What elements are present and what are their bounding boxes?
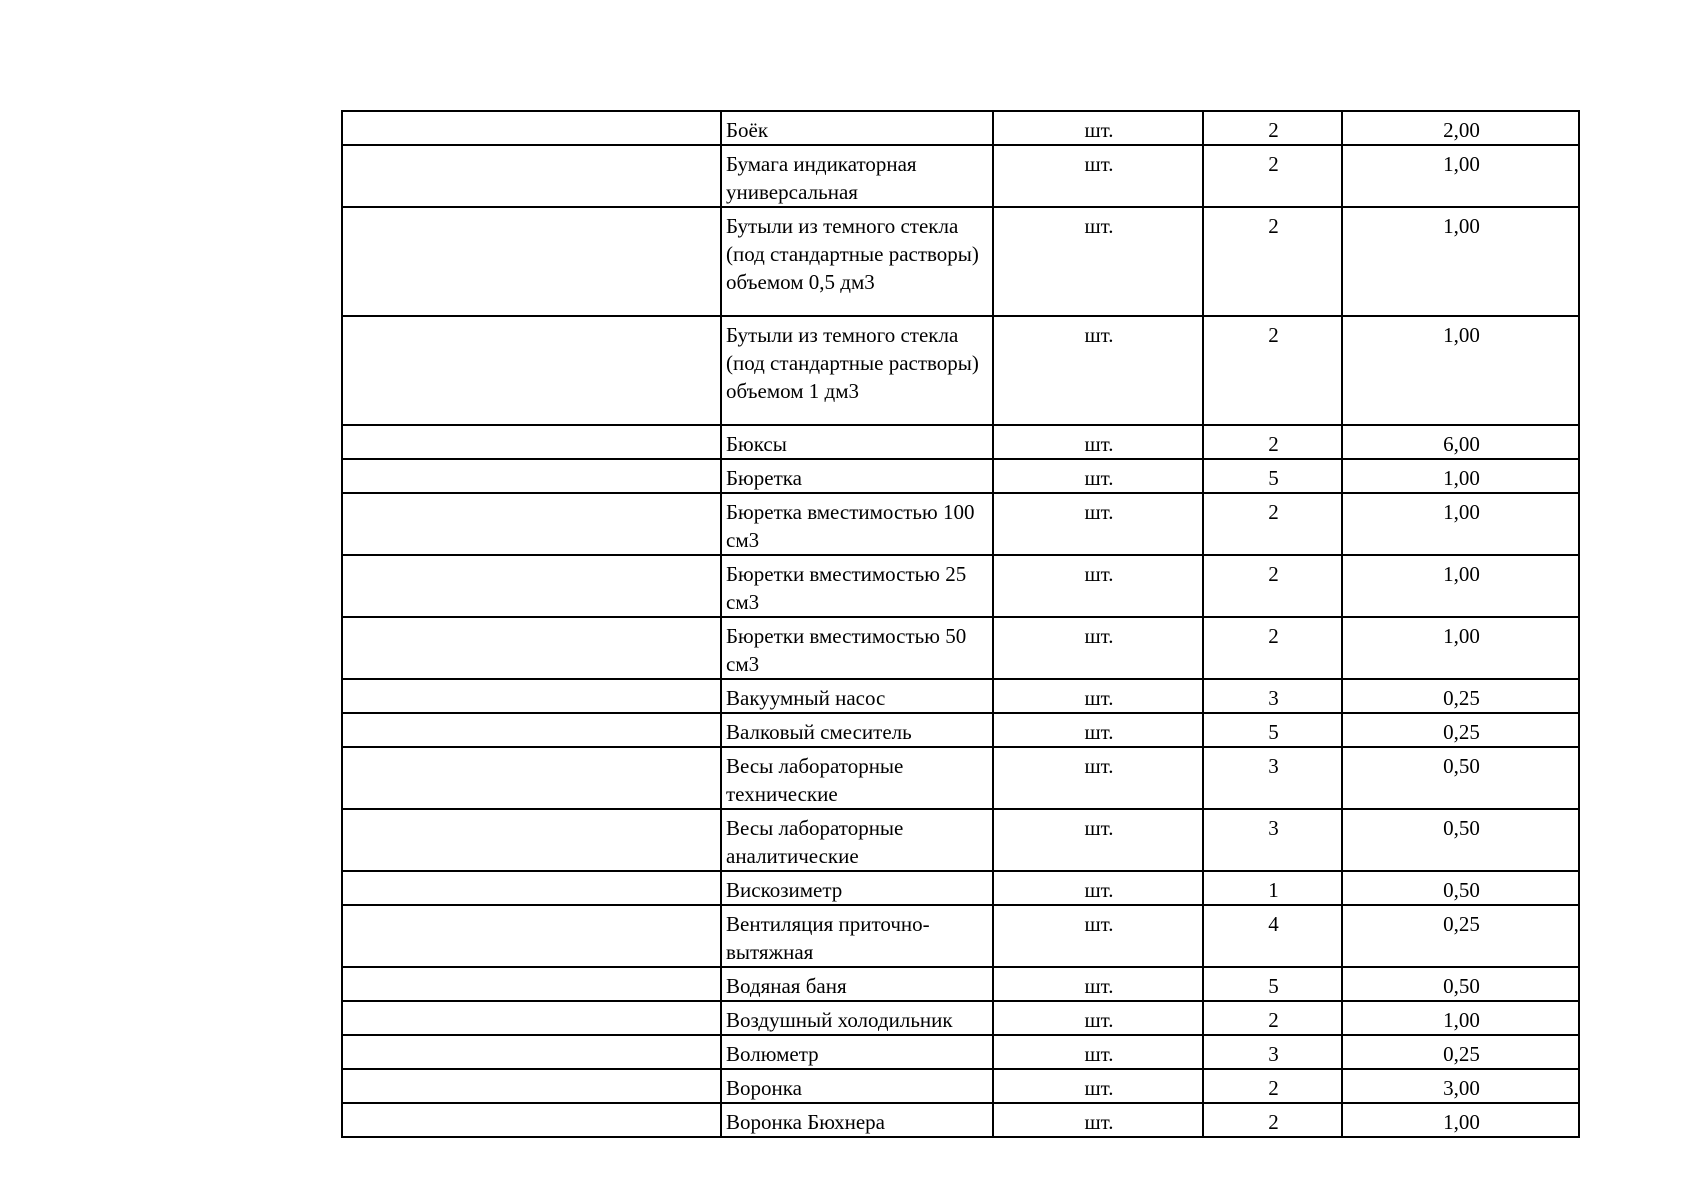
cell-item-name: Вискозиметр (721, 871, 993, 905)
cell-item-name: Бюретка вместимостью 100 см3 (721, 493, 993, 555)
equipment-table-body (342, 111, 1579, 1137)
cell-group (342, 493, 721, 555)
cell-unit: шт. (993, 1069, 1203, 1103)
cell-value: 0,25 (1342, 679, 1579, 713)
cell-item-name: Бюксы (721, 425, 993, 459)
cell-unit: шт. (993, 871, 1203, 905)
cell-group (342, 425, 721, 459)
cell-unit: шт. (993, 493, 1203, 555)
cell-group (342, 111, 721, 145)
cell-unit: шт. (993, 555, 1203, 617)
cell-value: 1,00 (1342, 459, 1579, 493)
cell-value: 0,25 (1342, 905, 1579, 967)
cell-group (342, 1035, 721, 1069)
cell-item-name: Воронка Бюхнера (721, 1103, 993, 1137)
cell-item-name: Бутыли из темного стекла (под стандартные растворы) объемом 0,5 дм3 (721, 207, 993, 316)
table-row (342, 809, 1579, 871)
cell-quantity: 3 (1203, 809, 1342, 871)
table-row (342, 316, 1579, 425)
cell-group (342, 1069, 721, 1103)
cell-group (342, 459, 721, 493)
cell-unit: шт. (993, 1035, 1203, 1069)
cell-unit: шт. (993, 1103, 1203, 1137)
cell-quantity: 2 (1203, 1001, 1342, 1035)
cell-group (342, 145, 721, 207)
cell-unit: шт. (993, 145, 1203, 207)
cell-group (342, 1001, 721, 1035)
cell-group (342, 316, 721, 425)
cell-value: 0,25 (1342, 713, 1579, 747)
cell-group (342, 905, 721, 967)
cell-item-name: Весы лабораторные технические (721, 747, 993, 809)
cell-quantity: 2 (1203, 1103, 1342, 1137)
cell-item-name: Бюретки вместимостью 25 см3 (721, 555, 993, 617)
cell-unit: шт. (993, 207, 1203, 316)
cell-item-name: Валковый смеситель (721, 713, 993, 747)
cell-quantity: 2 (1203, 316, 1342, 425)
cell-value: 0,25 (1342, 1035, 1579, 1069)
table-row (342, 679, 1579, 713)
cell-quantity: 2 (1203, 555, 1342, 617)
cell-item-name: Водяная баня (721, 967, 993, 1001)
cell-value: 1,00 (1342, 617, 1579, 679)
cell-group (342, 617, 721, 679)
cell-value: 1,00 (1342, 207, 1579, 316)
cell-quantity: 2 (1203, 493, 1342, 555)
cell-value: 0,50 (1342, 871, 1579, 905)
cell-item-name: Волюметр (721, 1035, 993, 1069)
cell-quantity: 3 (1203, 1035, 1342, 1069)
table-row (342, 1001, 1579, 1035)
cell-unit: шт. (993, 747, 1203, 809)
cell-unit: шт. (993, 905, 1203, 967)
cell-quantity: 5 (1203, 459, 1342, 493)
cell-unit: шт. (993, 967, 1203, 1001)
cell-value: 1,00 (1342, 555, 1579, 617)
table-row (342, 1069, 1579, 1103)
cell-value: 2,00 (1342, 111, 1579, 145)
cell-unit: шт. (993, 316, 1203, 425)
cell-value: 1,00 (1342, 316, 1579, 425)
table-row (342, 493, 1579, 555)
cell-quantity: 3 (1203, 747, 1342, 809)
cell-group (342, 871, 721, 905)
cell-value: 0,50 (1342, 809, 1579, 871)
table-row (342, 871, 1579, 905)
table-row (342, 905, 1579, 967)
cell-value: 1,00 (1342, 493, 1579, 555)
table-row (342, 1035, 1579, 1069)
cell-item-name: Воздушный холодильник (721, 1001, 993, 1035)
cell-group (342, 713, 721, 747)
table-row (342, 111, 1579, 145)
cell-value: 1,00 (1342, 1103, 1579, 1137)
cell-unit: шт. (993, 459, 1203, 493)
cell-quantity: 1 (1203, 871, 1342, 905)
table-row (342, 1103, 1579, 1137)
cell-quantity: 2 (1203, 207, 1342, 316)
cell-item-name: Бюретки вместимостью 50 см3 (721, 617, 993, 679)
table-row (342, 967, 1579, 1001)
cell-quantity: 2 (1203, 145, 1342, 207)
table-row (342, 747, 1579, 809)
cell-group (342, 1103, 721, 1137)
cell-quantity: 3 (1203, 679, 1342, 713)
cell-item-name: Бутыли из темного стекла (под стандартные растворы) объемом 1 дм3 (721, 316, 993, 425)
cell-item-name: Воронка (721, 1069, 993, 1103)
table-row (342, 425, 1579, 459)
cell-group (342, 679, 721, 713)
cell-quantity: 5 (1203, 967, 1342, 1001)
cell-quantity: 2 (1203, 617, 1342, 679)
table-row (342, 207, 1579, 316)
table-row (342, 459, 1579, 493)
cell-group (342, 747, 721, 809)
cell-unit: шт. (993, 809, 1203, 871)
cell-unit: шт. (993, 713, 1203, 747)
cell-value: 0,50 (1342, 967, 1579, 1001)
cell-value: 6,00 (1342, 425, 1579, 459)
equipment-table (341, 110, 1580, 1138)
cell-item-name: Вентиляция приточно-вытяжная (721, 905, 993, 967)
cell-group (342, 809, 721, 871)
cell-value: 1,00 (1342, 1001, 1579, 1035)
table-row (342, 555, 1579, 617)
table-row (342, 145, 1579, 207)
cell-item-name: Вакуумный насос (721, 679, 993, 713)
cell-group (342, 207, 721, 316)
cell-item-name: Бюретка (721, 459, 993, 493)
cell-item-name: Боёк (721, 111, 993, 145)
cell-quantity: 2 (1203, 111, 1342, 145)
cell-unit: шт. (993, 425, 1203, 459)
cell-unit: шт. (993, 1001, 1203, 1035)
cell-value: 3,00 (1342, 1069, 1579, 1103)
table-row (342, 713, 1579, 747)
cell-quantity: 2 (1203, 425, 1342, 459)
cell-unit: шт. (993, 617, 1203, 679)
cell-value: 0,50 (1342, 747, 1579, 809)
cell-item-name: Весы лабораторные аналитические (721, 809, 993, 871)
cell-unit: шт. (993, 679, 1203, 713)
cell-value: 1,00 (1342, 145, 1579, 207)
cell-group (342, 555, 721, 617)
cell-quantity: 2 (1203, 1069, 1342, 1103)
cell-quantity: 4 (1203, 905, 1342, 967)
cell-unit: шт. (993, 111, 1203, 145)
cell-item-name: Бумага индикаторная универсальная (721, 145, 993, 207)
table-row (342, 617, 1579, 679)
cell-quantity: 5 (1203, 713, 1342, 747)
cell-group (342, 967, 721, 1001)
